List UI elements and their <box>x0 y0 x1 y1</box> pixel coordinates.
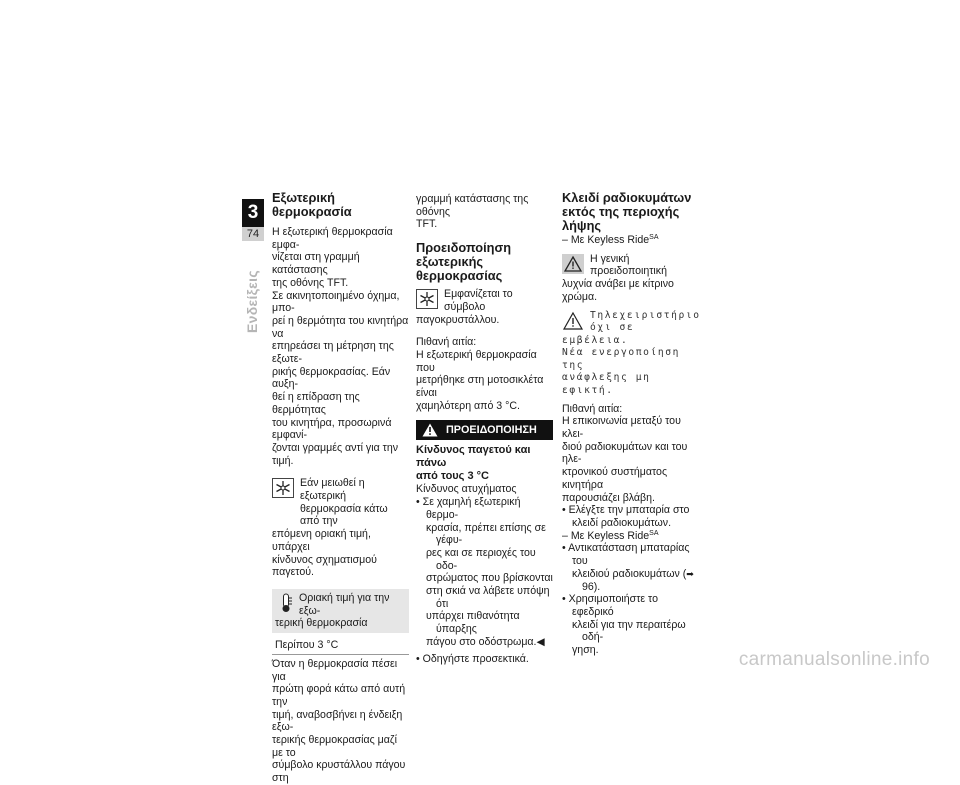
text-line: ρικής θερμοκρασίας. Εάν αυξη- <box>272 365 391 391</box>
text-line: Σε ακινητοποιημένο όχημα, μπο- <box>272 289 400 315</box>
heading-line: εκτός της περιοχής λήψης <box>562 204 680 233</box>
list-item <box>416 496 553 648</box>
text-line: γραμμή κατάστασης της οθόνης <box>416 193 529 218</box>
text-line: Η εξωτερική θερμοκρασία εμφα- <box>272 226 393 251</box>
page-reference[interactable]: 96). <box>582 580 601 593</box>
heading-line: Κίνδυνος παγετού και πάνω <box>416 444 531 470</box>
text-line: θεί η επίδραση της θερμότητας <box>272 391 360 416</box>
text-line: τιμή, αναβοσβήνει η ένδειξη εξω- <box>272 708 403 734</box>
text-line: χαμηλότερη από 3 °C. <box>416 399 520 412</box>
heading-line: Προειδοποίηση <box>416 240 512 256</box>
heading-line: Κλειδί ραδιοκυμάτων <box>562 190 692 205</box>
action-list <box>562 542 702 656</box>
cause-label: Πιθανή αιτία: <box>416 336 477 349</box>
text-line: Εάν μειωθεί η εξωτερική <box>300 477 365 503</box>
text-line: • Ελέγξτε την μπαταρία στο <box>562 504 690 517</box>
text-line: τερική θερμοκρασία <box>275 617 368 630</box>
page-number: 74 <box>242 227 264 241</box>
list-item <box>562 542 702 593</box>
text-line: επηρεάσει τη μέτρηση της εξωτε- <box>272 340 394 366</box>
sa-marker: SA <box>649 234 659 241</box>
display-message <box>562 310 702 398</box>
text-line: Η εξωτερική θερμοκρασία που <box>416 348 537 374</box>
text-line: σύμβολο κρυστάλλου πάγου στη <box>272 759 406 785</box>
column-outside-temperature <box>272 191 409 785</box>
text-line: υπάρχει πιθανότητα ύπαρξης <box>426 610 520 636</box>
text-line: Εμφανίζεται το σύμβολο <box>444 288 513 313</box>
list-item <box>562 593 702 657</box>
heading-radio-key <box>562 191 702 233</box>
text-line: παγοκρυστάλλου. <box>416 313 500 326</box>
list-item: • Οδηγήστε προσεκτικά. <box>416 652 529 665</box>
column-outside-temperature-warning <box>416 193 553 665</box>
warning-triangle-icon <box>422 423 438 437</box>
sa-marker: SA <box>649 529 659 537</box>
possible-cause <box>562 403 702 505</box>
ice-crystal-icon <box>272 478 294 498</box>
text-line: πρώτη φορά κάτω από αυτή την <box>272 683 406 708</box>
text-line: του κινητήρα, προσωρινά εμφανί- <box>272 416 392 442</box>
text-line: ρες και σε περιοχές του οδο- <box>426 546 536 572</box>
keyless-ride-option <box>562 234 702 247</box>
warning-title: ΠΡΟΕΙΔΟΠΟΙΗΣΗ <box>446 424 537 437</box>
text-line: Οριακή τιμή για την εξω- <box>299 591 390 617</box>
text-line: θερμοκρασία κάτω από την <box>300 502 388 528</box>
keyless-ride-option <box>562 530 702 543</box>
text-line: ρεί η θερμότητα του κινητήρα να <box>272 314 409 340</box>
text-line: χρώμα. <box>562 290 598 303</box>
text-line: κλειδί ραδιοκυμάτων. <box>572 517 672 529</box>
text-line: κλειδί για την περαιτέρω οδή- <box>572 618 686 644</box>
watermark: carmanualsonline.info <box>738 649 930 670</box>
possible-cause <box>416 336 553 412</box>
text-line: • Χρησιμοποιήστε το εφεδρικό <box>562 593 658 618</box>
ice-symbol-note <box>416 288 553 326</box>
text-line: Η επικοινωνία μεταξύ του κλει- <box>562 415 681 441</box>
ice-crystal-icon <box>416 289 438 309</box>
display-message-line: Νέα ενεργοποίηση της <box>562 347 681 371</box>
text-line: επόμενη οριακή τιμή, υπάρχει <box>272 528 371 553</box>
text-line: Όταν η θερμοκρασία πέσει για <box>272 657 398 683</box>
warning-bullets <box>416 496 553 665</box>
chapter-number: 3 <box>242 199 264 227</box>
warning-bar <box>416 420 553 440</box>
text-line: μετρήθηκε στη μοτοσικλέτα είναι <box>416 374 544 400</box>
option-label: – Με Keyless Ride <box>562 529 650 542</box>
text-line: γηση. <box>572 644 599 657</box>
text-line: της οθόνης TFT. <box>272 276 349 289</box>
heading-outside-temperature: Εξωτερική θερμοκρασία <box>272 190 352 219</box>
action-list <box>562 504 702 529</box>
frost-note <box>272 477 409 579</box>
para-outside-temperature <box>272 226 409 467</box>
text-line: νίζεται στη γραμμή κατάστασης <box>272 251 360 277</box>
text-line: λυχνία ανάβει με κίτρινο <box>562 278 674 291</box>
para-frost-blink <box>272 658 409 785</box>
text-line <box>572 568 702 593</box>
general-warning-note <box>562 253 702 304</box>
cause-label: Πιθανή αιτία: <box>562 402 623 415</box>
heading-temperature-warning <box>416 241 553 283</box>
text-line: Η γενική προειδοποιητική <box>590 252 667 278</box>
warning-lamp-icon <box>562 254 584 274</box>
text-line: παρουσιάζει βλάβη. <box>562 491 655 504</box>
text-line: κτρονικού συστήματος κινητήρα <box>562 466 668 491</box>
section-label-vertical: Ενδείξεις <box>244 270 260 333</box>
arrow-right-icon[interactable]: ➡ <box>686 568 694 579</box>
warning-heading <box>416 444 553 483</box>
text-line: • Αντικατάσταση μπαταρίας του <box>562 542 690 568</box>
text-line: στρώματος που βρίσκονται <box>426 572 553 585</box>
display-message-line: όχι σε εμβέλεια. <box>562 322 635 346</box>
text-fragment: κλειδιού ραδιοκυμάτων ( <box>572 567 687 580</box>
text-line: ζονται γραμμές αντί για την τιμή. <box>272 441 399 467</box>
display-message-line: ανάφλεξης μη εφικτή. <box>562 372 651 397</box>
text-line: • Σε χαμηλή εξωτερική θερμο- <box>416 496 521 521</box>
warning-subtitle: Κίνδυνος ατυχήματος <box>416 483 517 496</box>
list-item <box>562 504 702 529</box>
limit-value-label-box <box>272 589 409 633</box>
thermometer-icon <box>275 593 293 613</box>
text-line: διού ραδιοκυμάτων και του ηλε- <box>562 440 688 466</box>
warning-triangle-icon <box>562 311 584 331</box>
text-line: κίνδυνος σχηματισμού παγετού. <box>272 553 377 579</box>
heading-line: εξωτερικής θερμοκρασίας <box>416 254 503 284</box>
column-radio-key <box>562 191 702 657</box>
text-line: πάγου στο οδόστρωμα.◀ <box>426 635 545 648</box>
heading-line: από τους 3 °C <box>416 470 489 483</box>
text-line: κρασία, πρέπει επίσης σε γέφυ- <box>426 521 546 547</box>
option-label: – Με Keyless Ride <box>562 234 650 246</box>
text-line: τερικής θερμοκρασίας μαζί με το <box>272 734 397 759</box>
display-message-line: Τηλεχειριστήριο <box>590 309 701 321</box>
text-line: TFT. <box>416 218 438 231</box>
text-line: στη σκιά να λάβετε υπόψη ότι <box>426 585 550 610</box>
limit-value: Περίπου 3 °C <box>272 635 409 655</box>
